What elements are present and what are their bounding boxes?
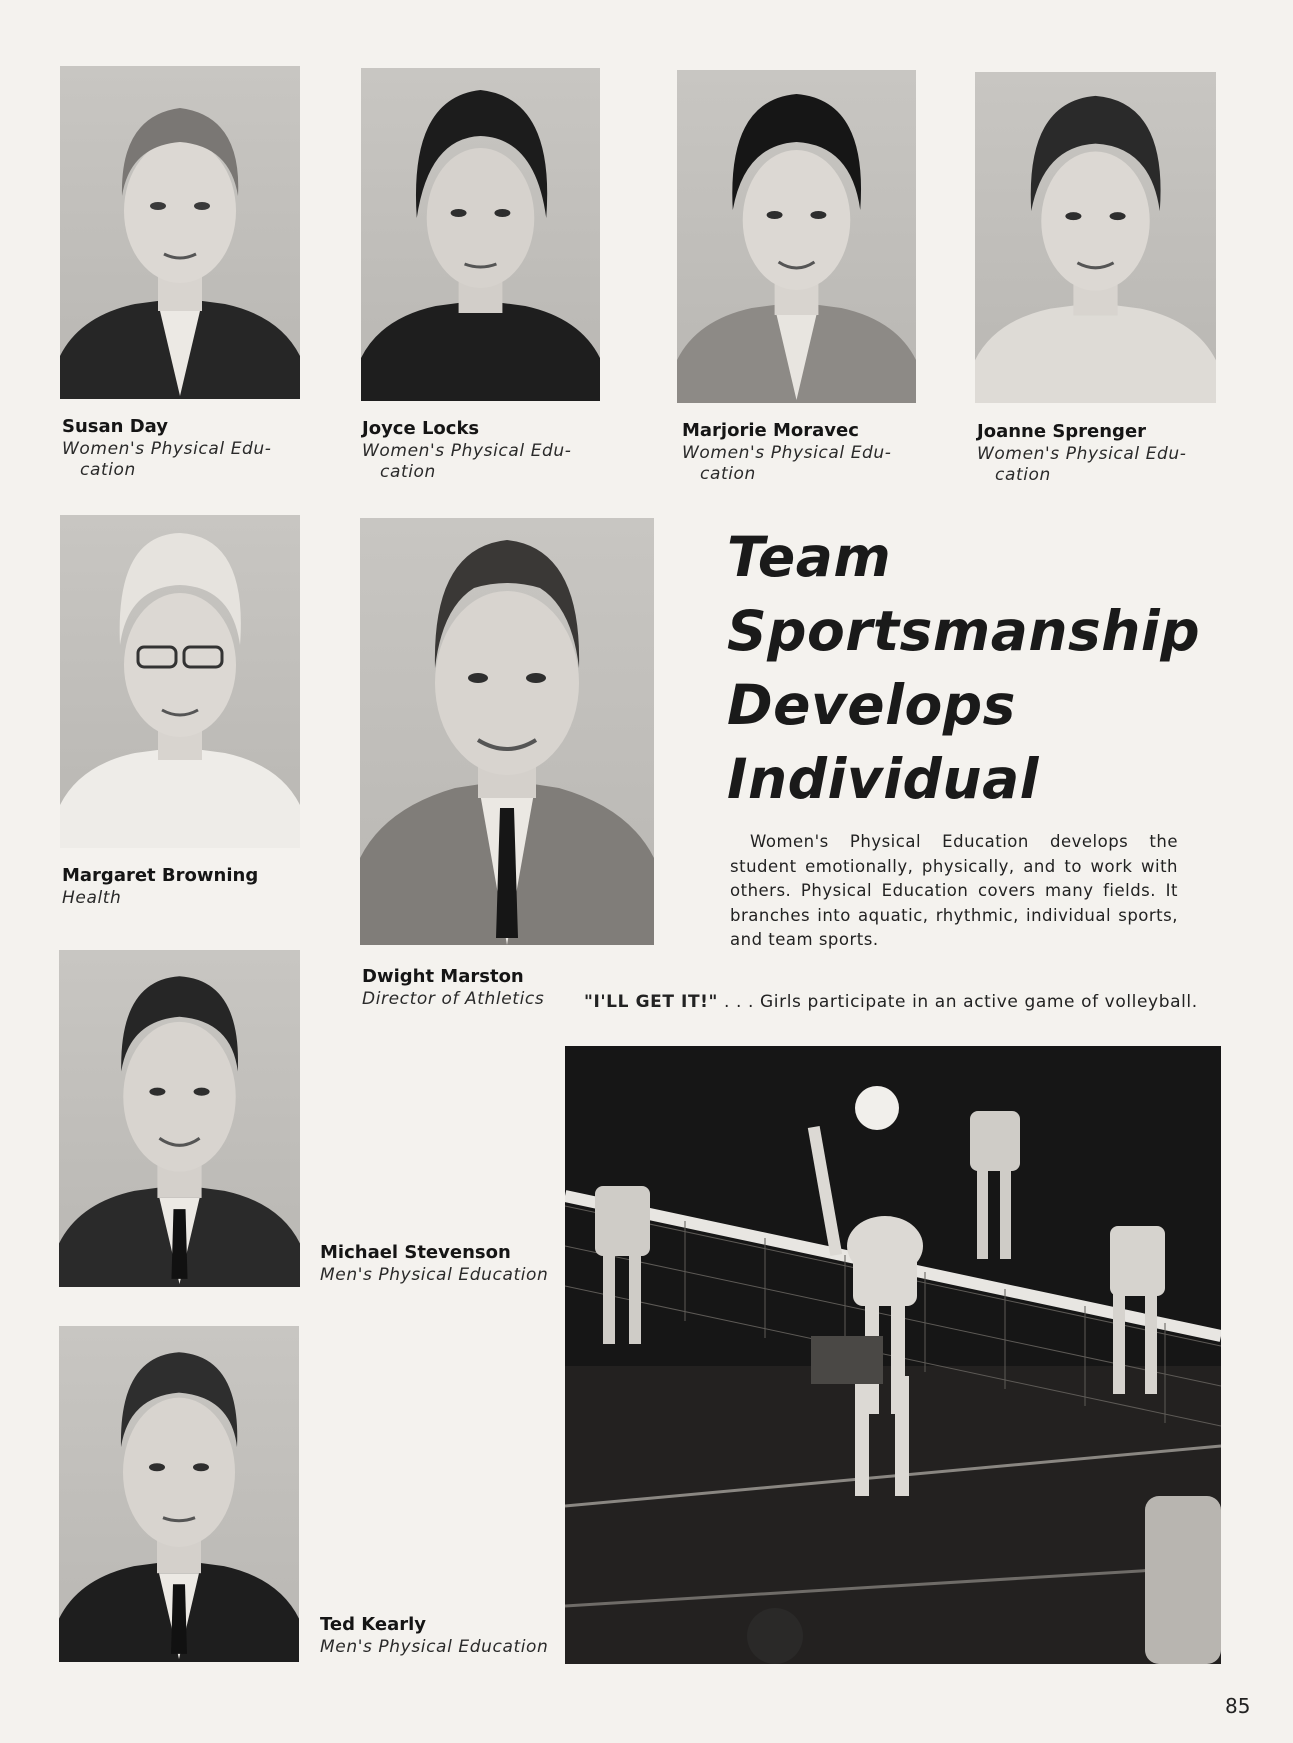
caption-susan-day	[62, 416, 272, 481]
volleyball-scene	[565, 1046, 1221, 1664]
portrait-joyce-locks	[361, 68, 600, 401]
portrait-ted-kearly	[59, 1326, 299, 1662]
portrait-image	[60, 66, 300, 399]
portrait-marjorie-moravec	[677, 70, 916, 403]
volleyball-game-photo	[565, 1046, 1221, 1664]
caption-marjorie-moravec	[682, 420, 892, 485]
staff-name: Joanne Sprenger	[977, 421, 1147, 442]
staff-role-cont: cation	[380, 461, 436, 482]
portrait-image	[360, 518, 654, 945]
staff-role-cont: cation	[80, 459, 136, 480]
headline-line: Develops	[727, 673, 1016, 737]
page-headline	[727, 520, 1200, 816]
portrait-image	[59, 950, 300, 1287]
staff-role: Men's Physical Education	[320, 1264, 549, 1285]
portrait-image	[677, 70, 916, 403]
staff-role-cont: cation	[700, 463, 756, 484]
page-number: 85	[1225, 1694, 1251, 1718]
staff-role: Women's Physical Edu-	[682, 442, 892, 463]
photo-caption-text: . . . Girls participate in an active game of volleyball.	[717, 992, 1198, 1012]
portrait-image	[975, 72, 1216, 403]
caption-michael-stevenson	[320, 1242, 548, 1286]
staff-role: Women's Physical Edu-	[362, 440, 572, 461]
staff-role-cont: cation	[995, 464, 1051, 485]
headline-line: Individual	[727, 747, 1040, 811]
portrait-margaret-browning	[60, 515, 300, 848]
photo-caption	[584, 992, 1198, 1012]
staff-role: Director of Athletics	[362, 988, 545, 1009]
staff-role: Men's Physical Education	[320, 1636, 549, 1657]
portrait-image	[60, 515, 300, 848]
portrait-image	[361, 68, 600, 401]
staff-name: Joyce Locks	[362, 418, 480, 439]
caption-joanne-sprenger	[977, 421, 1187, 486]
portrait-joanne-sprenger	[975, 72, 1216, 403]
caption-joyce-locks	[362, 418, 572, 483]
staff-role: Women's Physical Edu-	[62, 438, 272, 459]
headline-line: Team	[727, 525, 892, 589]
photo-caption-lead: "I'LL GET IT!"	[584, 992, 718, 1012]
staff-name: Dwight Marston	[362, 966, 524, 987]
staff-role: Health	[62, 887, 122, 908]
portrait-dwight-marston	[360, 518, 654, 945]
staff-role: Women's Physical Edu-	[977, 443, 1187, 464]
caption-dwight-marston	[362, 966, 544, 1010]
caption-ted-kearly	[320, 1614, 548, 1658]
staff-name: Marjorie Moravec	[682, 420, 859, 441]
article-body	[730, 830, 1178, 953]
headline-line: Sportsmanship	[727, 599, 1201, 663]
staff-name: Ted Kearly	[320, 1614, 427, 1635]
portrait-susan-day	[60, 66, 300, 399]
staff-name: Margaret Browning	[62, 865, 259, 886]
article-body-text: Women's Physical Education develops the student emotionally, physically, and to work with others. Physical Education covers many fields. It branches into aquatic, rhythmic, individual sports, and team sports.	[730, 832, 1178, 949]
staff-name: Michael Stevenson	[320, 1242, 511, 1263]
portrait-michael-stevenson	[59, 950, 300, 1287]
portrait-image	[59, 1326, 299, 1662]
staff-name: Susan Day	[62, 416, 168, 437]
caption-margaret-browning	[62, 865, 258, 909]
